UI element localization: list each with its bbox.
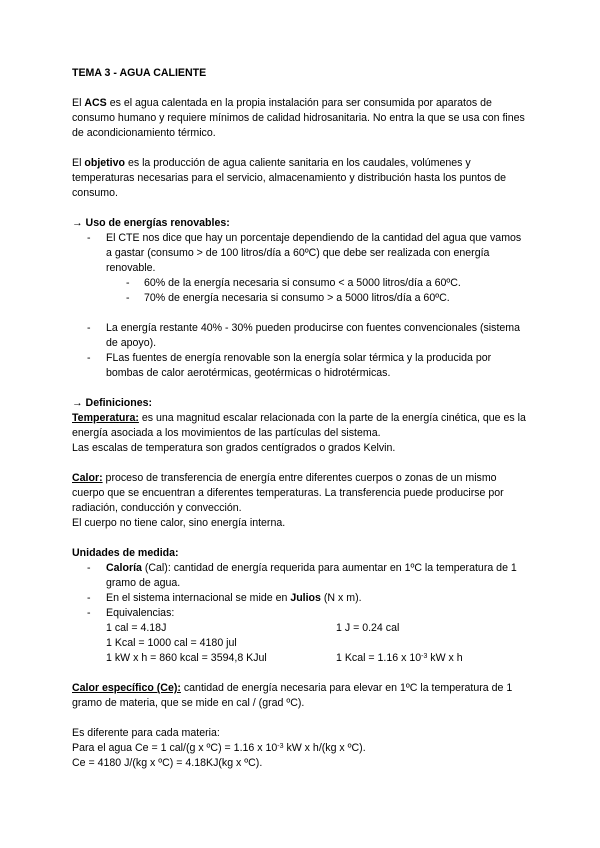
acs-text-c: es el agua calentada en la propia instalación para ser consumida por aparatos de consumo humano y requiere mínimos de calidad hidrosanitaria. No entra la que se usa con fines de acondicionamiento térmico. bbox=[72, 97, 525, 139]
acs-text-a: El bbox=[72, 97, 85, 109]
julios-term: Julios bbox=[290, 592, 321, 604]
objetivo-paragraph bbox=[72, 156, 528, 201]
ce-text: cantidad de energía necesaria para elevar en 1ºC la temperatura de 1 gramo de materia, que se mide en cal / (grad ºC). bbox=[72, 682, 513, 709]
equivalencia-row-1 bbox=[72, 621, 528, 636]
temperatura-definition bbox=[72, 411, 528, 441]
caloria-text: (Cal): cantidad de energía requerida para aumentar en 1ºC la temperatura de 1 gramo de agua. bbox=[106, 562, 517, 589]
definiciones-heading: → Definiciones: bbox=[72, 397, 153, 409]
ce-line-1: Es diferente para cada materia: bbox=[72, 727, 220, 739]
renovables-list bbox=[72, 231, 528, 306]
list-item bbox=[72, 561, 528, 591]
temperatura-text: es una magnitud escalar relacionada con la parte de la energía cinética, que es la energía asociada a los movimientos de las partículas del sistema. bbox=[72, 412, 526, 439]
ce-line-3: Ce = 4180 J/(kg x ºC) = 4.18KJ(kg x ºC). bbox=[72, 757, 263, 769]
caloria-term: Caloría bbox=[106, 562, 142, 574]
ce-term: Calor específico (Ce): bbox=[72, 682, 181, 694]
list-item: - 60% de la energía necesaria si consumo < a 5000 litros/día a 60ºC. bbox=[72, 276, 528, 291]
list-item bbox=[72, 231, 528, 306]
eq3-right: 1 Kcal = 1.16 x $10^{-3}$ kW x h bbox=[336, 652, 463, 664]
si-text: En el sistema internacional se mide en bbox=[106, 592, 291, 604]
renovables-sublist bbox=[72, 276, 528, 306]
si-text-end: (N x m). bbox=[320, 592, 362, 604]
equivalencia-row-2 bbox=[72, 636, 528, 651]
calor-note: El cuerpo no tiene calor, sino energía interna. bbox=[72, 517, 286, 529]
unidades-heading: Unidades de medida: bbox=[72, 547, 179, 559]
objetivo-term: objetivo bbox=[84, 157, 125, 169]
calor-definition bbox=[72, 471, 528, 516]
objetivo-text-c: es la producción de agua caliente sanitaria en los caudales, volúmenes y temperaturas necesarias para el servicio, almacenamiento y distribución hasta los puntos de consumo. bbox=[72, 157, 506, 199]
eq2-left: 1 Kcal = 1000 cal = 4180 jul bbox=[106, 637, 237, 649]
objetivo-text-a: El bbox=[72, 157, 85, 169]
eq1-left: 1 cal = 4.18J bbox=[106, 622, 167, 634]
renovables-item1: El CTE nos dice que hay un porcentaje dependiendo de la cantidad del agua que vamos a gastar (consumo > de 100 litros/día a 60ºC) que debe ser realizada con energía renovable. bbox=[106, 232, 522, 274]
calor-term: Calor: bbox=[72, 472, 103, 484]
calor-text: proceso de transferencia de energía entre diferentes cuerpos o zonas de un mismo cuerpo que se encuentran a diferentes temperaturas. La transferencia puede producirse por radiación, conducción y convección. bbox=[72, 472, 504, 514]
list-item: - FLas fuentes de energía renovable son la energía solar térmica y la producida por bombas de calor aerotérmicas, geotérmicas o hidrotérmicas. bbox=[72, 351, 528, 381]
unidades-list bbox=[72, 561, 528, 621]
ce-line-2: Para el agua Ce = 1 cal/(g x ºC) = 1.16 x $10^{-3}$ kW x h/(kg x ºC). bbox=[72, 742, 366, 754]
renovables-list-2 bbox=[72, 321, 528, 381]
acs-paragraph bbox=[72, 96, 528, 141]
list-item bbox=[72, 591, 528, 606]
temperatura-scales: Las escalas de temperatura son grados centígrados o grados Kelvin. bbox=[72, 442, 396, 454]
temperatura-term: Temperatura: bbox=[72, 412, 139, 424]
eq3-left: 1 kW x h = 860 kcal = 3594,8 KJul bbox=[106, 652, 267, 664]
list-item: - 70% de energía necesaria si consumo > a 5000 litros/día a 60ºC. bbox=[72, 291, 528, 306]
ce-definition bbox=[72, 681, 528, 711]
document-page bbox=[72, 66, 528, 771]
renovables-heading: → Uso de energías renovables: bbox=[72, 217, 230, 229]
list-item: - La energía restante 40% - 30% pueden producirse con fuentes convencionales (sistema de apoyo). bbox=[72, 321, 528, 351]
acs-term: ACS bbox=[84, 97, 107, 109]
list-item: - Equivalencias: bbox=[72, 606, 528, 621]
equivalencia-row-3 bbox=[72, 651, 528, 666]
eq1-right: 1 J = 0.24 cal bbox=[336, 622, 400, 634]
page-title: TEMA 3 - AGUA CALIENTE bbox=[72, 67, 207, 79]
